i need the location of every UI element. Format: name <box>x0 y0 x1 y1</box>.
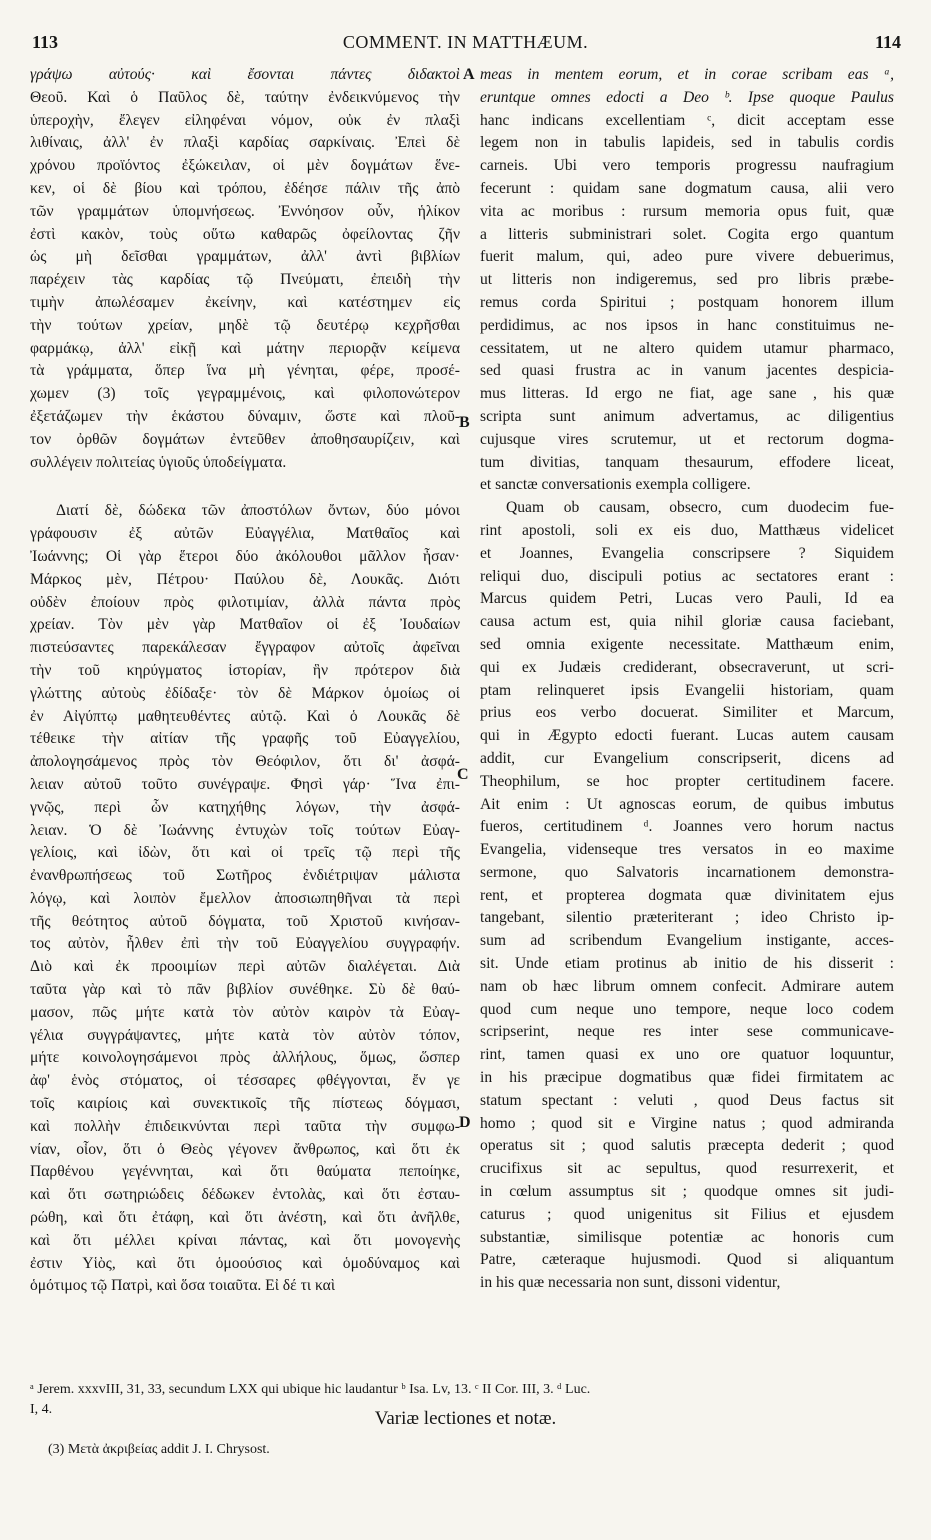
text-line: ἐνανθρωπήσεως τοῦ Σωτῆρος ἐνδιέτριψαν μάλιστα <box>30 867 460 885</box>
text-line: τὴν τοῦ κηρύγματος ἱστορίαν, ἣν πρότερον διὰ <box>30 661 460 679</box>
latin-paragraph-2 <box>480 497 894 1295</box>
text-line: Διὸ καὶ ἐκ προοιμίων περὶ αὐτῶν διαλέγεται. Διὰ <box>30 958 460 976</box>
margin-letter-a: A <box>463 66 475 83</box>
text-line: λειαν. Ὁ δὲ Ἰωάννης ἐντυχὼν τοῖς τούτων Εὐαγ- <box>30 821 460 839</box>
text-line: καὶ πολλὴν ἐπιδεικνύνται περὶ ταῦτα τὴν συμφω- <box>30 1117 460 1135</box>
text-line: λειαν αὐτοῦ τοῦτο συνέγραψε. Φησὶ γάρ· Ἵνα ἐπι- <box>30 775 460 793</box>
text-line: γέλια συγγράψαντες, μήτε κατὰ τὸν αὐτὸν τόπον, <box>30 1026 460 1044</box>
text-line: in his quæ necessaria non sunt, dissoni videntur, <box>480 1274 781 1292</box>
text-line: scripta sunt animum advertamus, ac diligentius <box>480 407 894 425</box>
text-line: tangebant, silentio præteriterant ; ideo Christo ip- <box>480 909 894 927</box>
text-line: τὴν τούτων χρείαν, μηδὲ τῷ δευτέρῳ κεχρῆσθαι <box>30 316 460 334</box>
text-line: fueros, certitudinem ᵈ. Joannes vero horum nactus <box>480 818 894 836</box>
margin-letter-d: D <box>459 1114 471 1131</box>
text-line: χωμεν (3) τοῖς γεγραμμένοις, καὶ φιλοπονώτερον <box>30 385 460 403</box>
text-line: οὐδὲν ἐποίουν πρὸς φιλοτιμίαν, ἀλλὰ πάντα πρὸς <box>30 593 460 611</box>
text-line: a litteris subministrari solet. Cogita ergo quantum <box>480 225 894 243</box>
latin-paragraph-1 <box>480 64 894 497</box>
text-line: caturus ; quod unigenitus sit Filius et ejusdem <box>480 1205 894 1223</box>
text-line: Patre, cæteraque hujusmodi. Quod si aliquantum <box>480 1251 894 1269</box>
text-line: sum ad scribendum Evangelium instigante, acces- <box>480 932 894 950</box>
text-line: remus corda Spiritui ; postquam honorem illum <box>480 293 894 311</box>
paragraph-gap <box>30 474 460 500</box>
text-line: causa actum est, quia nihil gloriæ causa faciebant, <box>480 613 894 631</box>
text-line: homo ; quod sit e Virgine natus ; quod admiranda <box>480 1114 894 1132</box>
text-line: φαρμάκῳ, ἀλλ' εἰκῇ καὶ μάτην περιορᾷν κείμενα <box>30 339 460 357</box>
text-line: Theophilum, se hoc propter certitudinem facere. <box>480 772 894 790</box>
text-line: παρέχειν τὰς καρδίας τῷ Πνεύματι, ἐπειδὴ τὴν <box>30 271 460 289</box>
text-line: ὡς μὴ δεῖσθαι γραμμάτων, ἀλλ' ἀντὶ βιβλίων <box>30 248 460 266</box>
text-line: vita ac moribus : rursum memoria opus fuit, quæ <box>480 202 894 220</box>
text-line: ptam relinqueret ipsis Evangelii historiam, quam <box>480 681 894 699</box>
text-line: γελίοις, καὶ ἰδὼν, ὅτι καὶ οἱ τρεῖς τῷ περὶ τῆς <box>30 844 460 862</box>
text-line: γνῷς, περὶ ὧν κατηχήθης λόγων, τὴν ἀσφά- <box>30 798 460 816</box>
text-line: ἐξετάζωμεν τὴν ἑκάστου δύναμιν, ὥστε καὶ πλοῦ- <box>30 407 460 425</box>
text-line: ὁμότιμος τῷ Πατρὶ, καὶ ὅσα τοιαῦτα. Εἰ δέ τι καὶ <box>30 1277 336 1295</box>
text-line: ἐστὶ κακὸν, τοὺς οὕτω καθαρῶς ὀφείλοντας ζῆν <box>30 225 460 243</box>
text-line: Quam ob causam, obsecro, cum duodecim fue- <box>506 499 894 517</box>
text-line: γράφουσιν ἐξ αὐτῶν Εὐαγγέλια, Ματθαῖος καὶ <box>30 525 460 543</box>
text-line: sit. Unde etiam protinus ab initio de his disserit : <box>480 955 894 973</box>
text-line: meas in mentem eorum, et in corae scribam eas ᵃ, <box>480 66 894 83</box>
margin-letter-c: C <box>457 766 469 783</box>
text-line: nam ob hæc librum omnem confecit. Admirare autem <box>480 977 894 995</box>
text-line: rint, tamen quasi ex uno ore quatuor loquuntur, <box>480 1046 894 1064</box>
text-line: fuerit malum, qui, adeo pure vivere debuerimus, <box>480 248 894 266</box>
text-line: χρόνου προϊόντος ἐξώκειλαν, οἱ μὲν δογμάτων ἕνε- <box>30 157 460 175</box>
running-title: COMMENT. IN MATTHÆUM. <box>342 32 589 52</box>
margin-letter-b: B <box>459 414 470 431</box>
text-line: γλώττης αὐτοὺς ἐδίδαξε· τὸν δὲ Μάρκον ὁμοίως οἱ <box>30 684 460 702</box>
page-header <box>0 0 931 62</box>
text-line: ἀφ' ἑνὸς στόματος, οἱ τέσσαρες φθέγγονται, ἔν γε <box>30 1072 460 1090</box>
text-line: τῶν γραμμάτων ὑπομνήσεως. Ἐννόησον οὖν, ἡλίκον <box>30 202 460 220</box>
text-line: cessitatem, ut ne altero quidem utamur pharmaco, <box>480 339 894 357</box>
greek-column <box>30 64 460 1298</box>
text-line: crucifixus sit ac sepultus, quod resurrexerit, et <box>480 1160 894 1178</box>
variae-note: (3) Μετὰ ἀκριβείας addit J. I. Chrysost. <box>48 1442 270 1457</box>
text-line: substantiæ, similisque potentiæ ac honoris cum <box>480 1228 894 1246</box>
text-line: ταῦτα γὰρ καὶ τὸ πᾶν βιβλίον συνέθηκε. Σὺ δὲ θαύ- <box>30 981 460 999</box>
text-line: Ait enim : Ut agnoscas eorum, de quibus imbutus <box>480 795 894 813</box>
text-line: ἀπολογησάμενος πρὸς τὸν Θεόφιλον, ὅτι δι' ἀσφά- <box>30 753 460 771</box>
text-line: καὶ ὅτι μέλλει κρίναι πάντας, καὶ ὅτι μονογενὴς <box>30 1231 460 1249</box>
text-line: et Joannes, Evangelia conscripsere ? Siquidem <box>480 544 894 562</box>
text-line: sed omnia exigente necessitate. Matthæum enim, <box>480 635 894 653</box>
greek-paragraph-1 <box>30 64 460 474</box>
text-line: τιμὴν ἀπωλέσαμεν ἐκείνην, καὶ κατέστημεν εἰς <box>30 293 460 311</box>
text-line: τέθεικε τὴν αἰτίαν τῆς γραφῆς τοῦ Εὐαγγελίου, <box>30 730 460 748</box>
greek-paragraph-2 <box>30 500 460 1298</box>
text-line: λόγῳ, καὶ λοιπὸν ἔμελλον ἀποσιωπηθῆναι τὰ περὶ <box>30 889 460 907</box>
text-line: συλλέγειν πολιτείας ὑγιοῦς ὑποδείγματα. <box>30 453 287 471</box>
text-line: eruntque omnes edocti a Deo ᵇ. Ipse quoque Paulus <box>480 88 894 106</box>
text-line: ut litteris non indigeremus, sed pro libris præbe- <box>480 271 894 289</box>
text-line: cujusque vires scrutemur, ut et rectorum dogma- <box>480 430 894 448</box>
text-line: Παρθένου γεγέννηται, καὶ ὅτι θαύματα πεποίηκε, <box>30 1163 460 1181</box>
text-line: ἐστιν Υἱὸς, καὶ ὅτι ὁμοούσιος καὶ ὁμοδύναμος καὶ <box>30 1254 460 1272</box>
text-line: rent, et propterea dogmata quæ divinitatem ejus <box>480 886 894 904</box>
text-line: πιστεύσαντες παρεκάλεσαν ἔγγραφον αὐτοῖς ἀφεῖναι <box>30 639 460 657</box>
footnote-line: ᵃ Jerem. xxxvIII, 31, 33, secundum LXX qui ubique hic laudantur ᵇ Isa. Lv, 13. ᶜ II Cor. III, 3. ᵈ Luc. <box>30 1382 591 1397</box>
text-line: μήτε κοινολογησάμενοι πρὸς ἀλλήλους, ὅμως, ὥσπερ <box>30 1049 460 1067</box>
text-line: καὶ ὅτι σωτηριώδεις δέδωκεν ἐντολὰς, καὶ ὅτι ἐσταυ- <box>30 1186 460 1204</box>
text-line: τὰ γράμματα, ὅπερ ἵνα μὴ γένηται, φέρε, προσέ- <box>30 362 460 380</box>
text-line: reliqui duo, discipuli potius ac sectatores erant : <box>480 567 894 585</box>
text-line: γράψω αὐτούς· καὶ ἔσονται πάντες διδακτοὶ <box>30 66 460 83</box>
text-line: Evangelia, videnseque tres versatos in eo maxime <box>480 841 894 859</box>
text-line: hanc indicans excellentiam ᶜ, dicit acceptam esse <box>480 111 894 129</box>
text-line: sed quasi frustra ac in vanum jacentes despicia- <box>480 362 894 380</box>
text-line: scripserint, neque res inter sese communicave- <box>480 1023 894 1041</box>
text-line: Ἰωάννης; Οἱ γὰρ ἕτεροι δύο ἀκόλουθοι μᾶλλον ἦσαν· <box>30 547 460 565</box>
text-line: in his præcipue dogmatibus quæ fidei firmitatem ac <box>480 1069 894 1087</box>
text-line: addit, cur Evangelium conscripserit, dicens ad <box>480 749 894 767</box>
text-line: Διατί δὲ, δώδεκα τῶν ἀποστόλων ὄντων, δύο μόνοι <box>56 502 460 520</box>
text-line: legem non in tabulis lapideis, sed in tabulis cordis <box>480 134 894 152</box>
text-line: μασον, πῶς μήτε κατὰ τὸν αὐτὸν καιρὸν τὰ Εὐαγ- <box>30 1003 460 1021</box>
text-line: χρείαν. Τὸν μὲν γὰρ Ματθαῖον οἱ ἐξ Ἰουδαίων <box>30 616 460 634</box>
text-line: τος αὐτὸν, ἦλθεν ἐπὶ τὴν τοῦ Εὐαγγελίου συγγραφήν. <box>30 935 460 953</box>
text-line: quod cum neque uno tempore, neque loco codem <box>480 1000 894 1018</box>
text-line: ὑπεροχὴν, ἔλεγεν εἰληφέναι νόμον, οὐκ ἐν πλαξὶ <box>30 111 460 129</box>
page-number-left: 113 <box>32 32 59 52</box>
text-line: mus litteras. Id ergo ne fiat, age sane , his quæ <box>480 385 894 403</box>
text-line: perdidimus, ac nos ipsos in hanc constituimus ne- <box>480 316 894 334</box>
text-line: fecerunt : quidam sane dogmatum causa, alii vero <box>480 179 894 197</box>
text-line: Μάρκος μὲν, Πέτρου· Παύλου δὲ, Λουκᾶς. Διότι <box>30 570 460 588</box>
variae-heading: Variæ lectiones et notæ. <box>374 1408 557 1429</box>
text-line: τῆς θεότητος αὐτοῦ δόγματα, τοῦ Χριστοῦ κινήσαν- <box>30 912 460 930</box>
text-line: rint apostoli, soli ex eis duo, Matthæus videlicet <box>480 521 894 539</box>
text-line: et sanctæ conversationis exempla colligere. <box>480 476 751 494</box>
text-line: Marcus quidem Petri, Lucas vero Pauli, Id ea <box>480 590 894 608</box>
latin-column <box>480 64 894 1295</box>
text-line: τοῖς καιρίοις καὶ συνεκτικοῖς τῆς πίστεως δόγμασι, <box>30 1095 460 1113</box>
text-line: νίαν, οἷον, ὅτι ὁ Θεὸς γέγονεν ἄνθρωπος, καὶ ὅτι ἐκ <box>30 1140 460 1158</box>
text-line: operatus sit ; quod salutis præcepta dederit ; quod <box>480 1137 894 1155</box>
text-line: τον ὀρθῶν δογμάτων ἐντεῦθεν ἀποθησαυρίζειν, καὶ <box>30 430 460 448</box>
text-line: qui ex Judæis crediderant, obsecraverunt, ut scri- <box>480 658 894 676</box>
text-line: in cœlum assumptus sit ; quodque omnes sit judi- <box>480 1183 894 1201</box>
text-line: κεν, οἱ δὲ βίου καὶ τρόπου, ἐδέησε πάλιν τῆς ἀπὸ <box>30 179 460 197</box>
text-line: λιθίναις, ἀλλ' ἐν πλαξὶ καρδίας σαρκίναις. Ἐπεὶ δὲ <box>30 134 460 152</box>
page-number-right: 114 <box>874 32 901 52</box>
text-line: ρώθη, καὶ ὅτι ἐτάφη, καὶ ὅτι ἀνέστη, καὶ ὅτι ἀνῆλθε, <box>30 1209 460 1227</box>
text-line: sermone, quo Salvatoris incarnationem demonstra- <box>480 863 894 881</box>
footnote-line: I, 4. <box>30 1402 53 1417</box>
text-line: Θεοῦ. Καὶ ὁ Παῦλος δὲ, ταύτην ἐνδεικνύμενος τὴν <box>30 88 460 106</box>
text-line: qui in Ægypto edocti fuerant. Lucas autem causam <box>480 727 894 745</box>
text-line: tum divitias, tanquam thesaurum, effodere liceat, <box>480 453 894 471</box>
text-line: carneis. Ubi vero temporis progressu naufragium <box>480 157 894 175</box>
text-line: ἐν Αἰγύπτῳ μαθητευθέντες αὐτῷ. Καὶ ὁ Λουκᾶς δὲ <box>30 707 460 725</box>
text-line: prius eos verbo docuerat. Similiter et Marcum, <box>480 704 894 722</box>
text-line: statum spectant : veluti , quod Deus factus sit <box>480 1091 894 1109</box>
